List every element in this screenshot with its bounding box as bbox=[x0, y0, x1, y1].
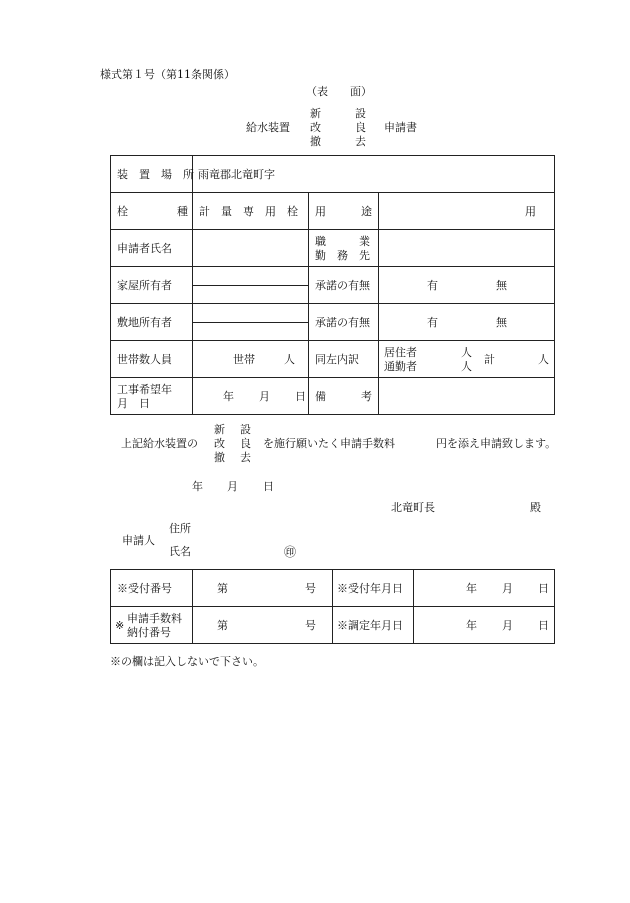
location-label-cell bbox=[111, 156, 193, 193]
household-unit-nin: 人 bbox=[284, 353, 295, 366]
work-date-label-top: 工事希望年 bbox=[117, 383, 172, 396]
total-unit: 人 bbox=[538, 353, 549, 366]
breakdown-label-cell bbox=[309, 341, 379, 378]
land-consent-label-cell bbox=[309, 304, 379, 341]
fee-no-label-bottom: 納付番号 bbox=[127, 626, 171, 639]
applicant-name-label: 氏名 bbox=[169, 545, 191, 558]
statement-suffix: 円を添え申請致します。 bbox=[436, 437, 557, 450]
occupation-label-cell bbox=[309, 230, 379, 267]
assess-date-label: ※調定年月日 bbox=[337, 619, 403, 632]
house-consent-label: 承諾の有無 bbox=[315, 279, 370, 292]
work-date-month: 月 bbox=[259, 390, 270, 403]
receipt-no-value-cell bbox=[193, 570, 333, 607]
title-prefix: 給水装置 bbox=[246, 121, 290, 134]
location-label: 装 置 場 所 bbox=[117, 168, 194, 181]
house-consent-value-cell[interactable] bbox=[379, 267, 555, 304]
household-label-cell bbox=[111, 341, 193, 378]
fee-no-mark: ※ bbox=[115, 619, 125, 632]
occupation-value-cell[interactable] bbox=[379, 230, 555, 267]
assess-date-day: 日 bbox=[538, 619, 549, 632]
assess-date-value-cell bbox=[414, 607, 555, 644]
remarks-label-cell bbox=[309, 378, 379, 415]
statement-option-new-2: 設 bbox=[240, 423, 251, 436]
house-owner-divider bbox=[193, 285, 308, 286]
usage-label-b: 途 bbox=[361, 205, 372, 218]
assess-date-label-cell bbox=[333, 607, 414, 644]
work-date-label-cell bbox=[111, 378, 193, 415]
applicant-label-cell bbox=[111, 230, 193, 267]
occupation-label-top: 職 業 bbox=[315, 235, 370, 248]
receipt-date-year: 年 bbox=[466, 582, 477, 595]
faucet-type-label-b: 種 bbox=[177, 205, 188, 218]
title-option-improve-2: 良 bbox=[355, 121, 366, 134]
statement-middle: を施行願いたく申請手数料 bbox=[263, 437, 395, 450]
receipt-no-dai: 第 bbox=[217, 582, 228, 595]
date-day: 日 bbox=[263, 480, 274, 493]
breakdown-label: 同左内訳 bbox=[315, 353, 359, 366]
addressee-name: 北竜町長 bbox=[391, 501, 435, 514]
land-owner-divider bbox=[193, 322, 308, 323]
applicant-value-cell[interactable] bbox=[193, 230, 309, 267]
receipt-date-month: 月 bbox=[502, 582, 513, 595]
usage-value-cell[interactable] bbox=[379, 193, 555, 230]
house-owner-label: 家屋所有者 bbox=[117, 279, 172, 292]
statement-option-improve: 改 bbox=[214, 437, 225, 450]
land-owner-value-cell[interactable] bbox=[193, 304, 309, 341]
title-option-remove-2: 去 bbox=[355, 135, 366, 148]
land-consent-no[interactable]: 無 bbox=[496, 316, 507, 329]
faucet-type-label-a: 栓 bbox=[117, 205, 128, 218]
title-option-new: 新 bbox=[310, 107, 321, 120]
title-suffix: 申請書 bbox=[384, 121, 417, 134]
receipt-no-label: ※受付番号 bbox=[117, 582, 172, 595]
addressee-honorific: 殿 bbox=[530, 501, 541, 514]
household-unit-setai: 世帯 bbox=[233, 353, 255, 366]
receipt-date-value-cell bbox=[414, 570, 555, 607]
house-consent-yes[interactable]: 有 bbox=[427, 279, 438, 292]
remarks-value-cell[interactable] bbox=[379, 378, 555, 415]
office-use-table bbox=[110, 569, 555, 644]
land-owner-label: 敷地所有者 bbox=[117, 316, 172, 329]
work-date-value-cell[interactable] bbox=[193, 378, 309, 415]
land-consent-value-cell[interactable] bbox=[379, 304, 555, 341]
footer-note: ※の欄は記入しないで下さい。 bbox=[110, 655, 264, 668]
remarks-label-b: 考 bbox=[361, 390, 372, 403]
house-owner-label-cell bbox=[111, 267, 193, 304]
applicant-address-label: 住所 bbox=[169, 522, 191, 535]
household-value-cell[interactable] bbox=[193, 341, 309, 378]
location-value-cell[interactable] bbox=[193, 156, 555, 193]
location-value: 雨竜郡北竜町字 bbox=[198, 168, 275, 181]
usage-label-a: 用 bbox=[315, 205, 326, 218]
assess-date-month: 月 bbox=[502, 619, 513, 632]
total-label: 計 bbox=[484, 353, 495, 366]
work-date-label-bottom: 月 日 bbox=[117, 397, 150, 410]
statement-option-remove: 撤 bbox=[214, 451, 225, 464]
statement-option-remove-2: 去 bbox=[240, 451, 251, 464]
applicant-block-label: 申請人 bbox=[122, 534, 155, 547]
usage-label-cell bbox=[309, 193, 379, 230]
land-consent-yes[interactable]: 有 bbox=[427, 316, 438, 329]
fee-no-label-top: 申請手数料 bbox=[127, 612, 182, 625]
title-option-improve: 改 bbox=[310, 121, 321, 134]
receipt-date-day: 日 bbox=[538, 582, 549, 595]
applicant-label: 申請者氏名 bbox=[117, 242, 172, 255]
fee-no-dai: 第 bbox=[217, 619, 228, 632]
faucet-type-value: 計 量 専 用 栓 bbox=[199, 205, 298, 218]
work-date-year: 年 bbox=[223, 390, 234, 403]
breakdown-value-cell[interactable] bbox=[379, 341, 555, 378]
land-owner-label-cell bbox=[111, 304, 193, 341]
fee-no-value-cell bbox=[193, 607, 333, 644]
title-option-new-2: 設 bbox=[355, 107, 366, 120]
work-date-day: 日 bbox=[295, 390, 306, 403]
seal-mark: ㊞ bbox=[284, 545, 297, 559]
form-number: 様式第１号（第11条関係） bbox=[100, 68, 235, 81]
faucet-type-label-cell bbox=[111, 193, 193, 230]
statement-option-improve-2: 良 bbox=[240, 437, 251, 450]
receipt-no-gou: 号 bbox=[305, 582, 316, 595]
resident-label: 居住者 bbox=[384, 346, 417, 359]
land-consent-label: 承諾の有無 bbox=[315, 316, 370, 329]
house-consent-no[interactable]: 無 bbox=[496, 279, 507, 292]
receipt-date-label-cell bbox=[333, 570, 414, 607]
receipt-date-label: ※受付年月日 bbox=[337, 582, 403, 595]
statement-option-new: 新 bbox=[214, 423, 225, 436]
fee-no-label-cell bbox=[111, 607, 193, 644]
title-option-remove: 撤 bbox=[310, 135, 321, 148]
date-month: 月 bbox=[227, 480, 238, 493]
commuter-label: 通勤者 bbox=[384, 360, 417, 373]
faucet-type-value-cell bbox=[193, 193, 309, 230]
side-label: （表 面） bbox=[306, 85, 372, 98]
house-consent-label-cell bbox=[309, 267, 379, 304]
commuter-unit: 人 bbox=[461, 360, 472, 373]
household-label: 世帯数人員 bbox=[117, 353, 172, 366]
statement-prefix: 上記給水装置の bbox=[121, 437, 198, 450]
main-application-table bbox=[110, 155, 555, 415]
fee-no-gou: 号 bbox=[305, 619, 316, 632]
resident-unit: 人 bbox=[461, 346, 472, 359]
date-year: 年 bbox=[192, 480, 203, 493]
house-owner-value-cell[interactable] bbox=[193, 267, 309, 304]
occupation-label-bottom: 勤 務 先 bbox=[315, 249, 370, 262]
assess-date-year: 年 bbox=[466, 619, 477, 632]
receipt-no-label-cell bbox=[111, 570, 193, 607]
usage-unit: 用 bbox=[525, 205, 536, 218]
remarks-label-a: 備 bbox=[315, 390, 326, 403]
